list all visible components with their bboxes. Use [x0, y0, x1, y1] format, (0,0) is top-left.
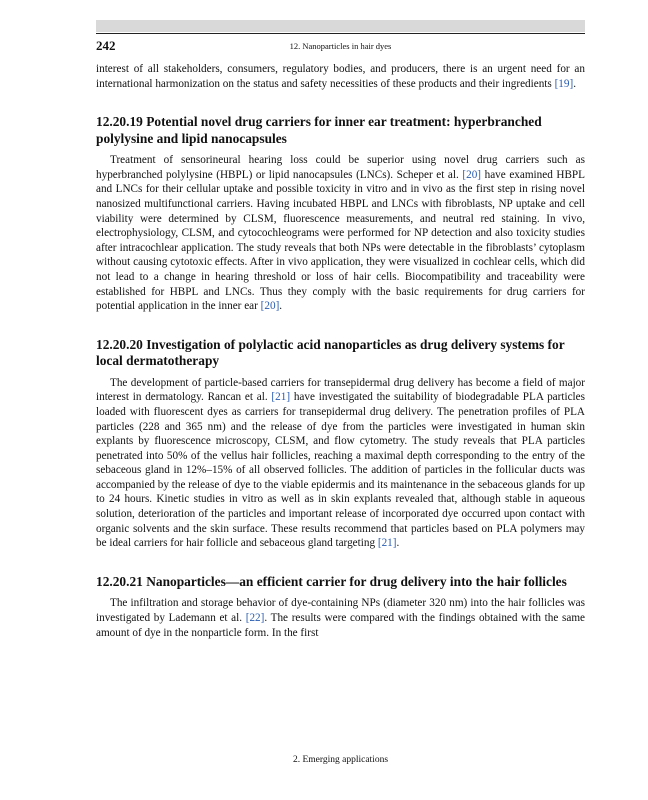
intro-paragraph: [96, 62, 585, 91]
citation-link[interactable]: [22]: [245, 611, 265, 624]
section-paragraph-12-20-19: [96, 153, 585, 314]
paragraph-text: have investigated the suitability of biodegradable PLA particles loaded with fluorescent dyes as carriers for transepidermal drug delivery. The penetration profiles of PLA particles (228 and 365 nm) and the release of dye from the particles were investigated in human skin explants by fluorescence microscopy, CLSM, and flow cytometry. The study reveals that PLA particles penetrated into 50% of the vellus hair follicles, reaching a maximal depth corresponding to the entry of the sebaceous gland in 12%–15% of all observed follicles. The addition of particles in the follicular ducts was accompanied by the release of dye to the viable epidermis and its maintenance in the sebaceous glands for up to 24 hours. Kinetic studies in vitro as well as in skin explants revealed that, although stable in aqueous solution, deterioration of the particles and important release of incorporated dye occurred upon contact with organic solvents and the skin surface. These results recommend that particles based on PLA polymers may be ideal carriers for hair follicle and sebaceous gland targeting: [96, 391, 585, 550]
section-heading-12-20-20: 12.20.20 Investigation of polylactic acid nanoparticles as drug delivery systems for local dermatotherapy: [96, 336, 565, 369]
intro-text: interest of all stakeholders, consumers, regulatory bodies, and producers, there is an urgent need for an international harmonization on the status and safety necessities of these products and their ingredients: [96, 63, 585, 90]
citation-link[interactable]: [20]: [462, 168, 482, 181]
citation-link[interactable]: [21]: [377, 537, 397, 550]
paragraph-text: The development of particle-based carriers for transepidermal drug delivery has become a field of major interest in dermatology. Rancan et al.: [96, 376, 585, 404]
section-paragraph-12-20-21: [96, 596, 585, 640]
section-heading-12-20-21: 12.20.21 Nanoparticles—an efficient carrier for drug delivery into the hair follicles: [96, 573, 567, 589]
header-rule: [96, 33, 585, 34]
page-body: [96, 62, 585, 640]
section-paragraph-12-20-20: [96, 376, 585, 551]
section-heading-12-20-19: 12.20.19 Potential novel drug carriers for inner ear treatment: hyperbranched polylysine and lipid nanocapsules: [96, 114, 542, 146]
page-footer: 2. Emerging applications: [292, 755, 389, 765]
header-band: [96, 20, 585, 32]
citation-link[interactable]: [19]: [554, 77, 574, 90]
intro-end: .: [573, 77, 576, 90]
running-head: 12. Nanoparticles in hair dyes: [289, 41, 392, 51]
paragraph-text: have examined HBPL and LNCs for their cellular uptake and possible toxicity in vitro and in vivo as the first step in rising novel nanosized multifunctional carriers. Having incubated HBPL and LNCs with fibroblasts, NP uptake and cell viability were determined by CLSM, fluorescence measurements, and neutral red staining. In vivo, electrophysiology, CLSM, and cytocochleograms were performed for NP detection and also toxicity studies after intracochlear application. The study reveals that both NPs were detectable in the fibroblasts’ cytoplasm without causing cytotoxic effects. After in vivo application, they were visualized in cochlear cells, which did not lead to a change in hearing threshold or loss of hair cells. Biocompatibility and traceability were established for HBPL and LNCs. Thus they comply with the basic requirements for drug carriers for potential application in the inner ear: [96, 168, 585, 313]
page-number: 242: [96, 38, 116, 53]
paragraph-text: . The results were compared with the findings obtained with the same amount of dye in the nonparticle form. In the first: [96, 611, 586, 639]
citation-link[interactable]: [20]: [260, 300, 280, 313]
paragraph-text: .: [396, 537, 400, 550]
paragraph-text: .: [279, 300, 283, 313]
paragraph-text: Treatment of sensorineural hearing loss could be superior using novel drug carriers such as hyperbranched polylysine (HBPL) or lipid nanocapsules (LNCs). Scheper et al.: [96, 154, 585, 181]
citation-link[interactable]: [21]: [271, 391, 291, 404]
paragraph-text: The infiltration and storage behavior of dye-containing NPs (diameter 320 nm) into the hair follicles was investigated by Lademann et al.: [96, 597, 585, 624]
